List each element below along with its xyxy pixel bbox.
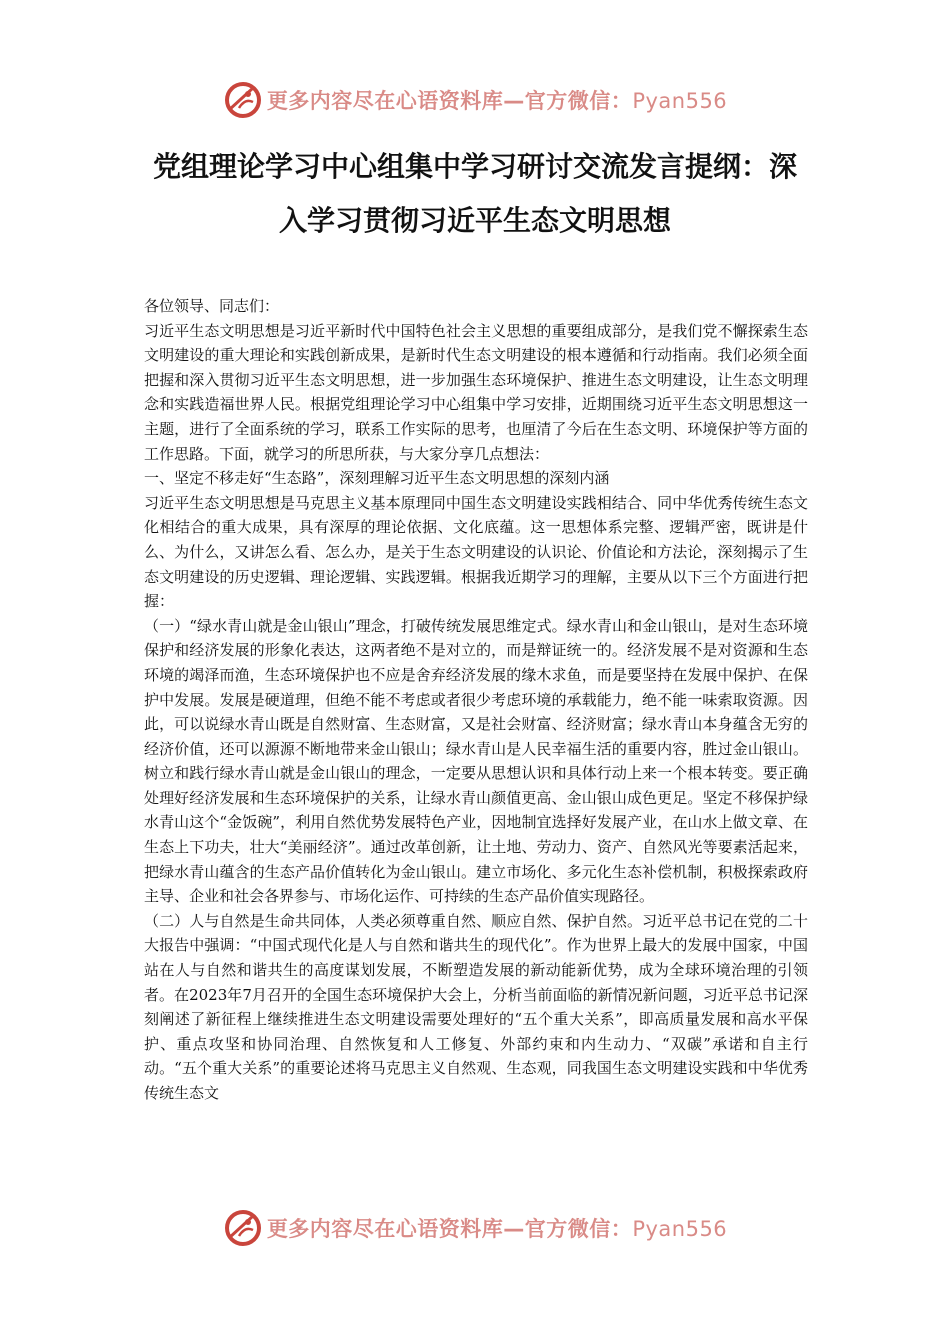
intro-paragraph: 习近平生态文明思想是习近平新时代中国特色社会主义思想的重要组成部分，是我们党不懈探索生态文明建设的重大理论和实践创新成果，是新时代生态文明建设的根本遵循和行动指南。我们必须全面把握和深入贯彻习近平生态文明思想，进一步加强生态环境保护、推进生态文明建设，让生态文明理念和实践造福世界人民。根据党组理论学习中心组集中学习安排，近期围绕习近平生态文明思想这一主题，进行了全面系统的学习，联系工作实际的思考，也厘清了今后在生态文明、环境保护等方面的工作思路。下面，就学习的所思所获，与大家分享几点想法： (144, 321, 808, 463)
watermark-account: Pyan556 (632, 89, 728, 113)
document-body (144, 294, 808, 1106)
salutation: 各位领导、同志们： (144, 297, 280, 315)
section-heading-1: 一、坚定不移走好“生态路”，深刻理解习近平生态文明思想的深刻内涵 (144, 469, 610, 488)
subsection-2-paragraph: （二）人与自然是生命共同体，人类必须尊重自然、顺应自然、保护自然。习近平总书记在党的二十大报告中强调：“中国式现代化是人与自然和谐共生的现代化”。作为世界上最大的发展中国家，中国站在人与自然和谐共生的高度谋划发展，不断塑造发展的新动能新优势，成为全球环境治理的引领者。在2023年7月召开的全国生态环境保护大会上，分析当前面临的新情况新问题，习近平总书记深刻阐述了新征程上继续推进生态文明建设需要处理好的“五个重大关系”，即高质量发展和高水平保护、重点攻坚和协同治理、自然恢复和人工修复、外部约束和内生动力、“双碳”承诺和自主行动。“五个重大关系”的重要论述将马克思主义自然观、生态观，同我国生态文明建设实践和中华优秀传统生态文 (144, 911, 808, 1102)
subsection-1-paragraph: （一）“绿水青山就是金山银山”理念，打破传统发展思维定式。绿水青山和金山银山，是对生态环境保护和经济发展的形象化表达，这两者绝不是对立的，而是辩证统一的。经济发展不是对资源和生态环境的竭泽而渔，生态环境保护也不应是舍弃经济发展的缘木求鱼，而是要坚持在发展中保护、在保护中发展。发展是硬道理，但绝不能不考虑或者很少考虑环境的承载能力，绝不能一味索取资源。因此，可以说绿水青山既是自然财富、生态财富，又是社会财富、经济财富；绿水青山本身蕴含无穷的经济价值，还可以源源不断地带来金山银山；绿水青山是人民幸福生活的重要内容，胜过金山银山。树立和践行绿水青山就是金山银山的理念，一定要从思想认识和具体行动上来一个根本转变。要正确处理好经济发展和生态环境保护的关系，让绿水青山颜值更高、金山银山成色更足。坚定不移保护绿水青山这个“金饭碗”，利用自然优势发展特色产业，因地制宜选择好发展产业，在山水上做文章、在生态上下功夫，壮大“美丽经济”。通过改革创新，让土地、劳动力、资产、自然风光等要素活起来，把绿水青山蕴含的生态产品价值转化为金山银山。建立市场化、多元化生态补偿机制，积极探索政府主导、企业和社会各界参与、市场化运作、可持续的生态产品价值实现路径。 (144, 616, 808, 906)
watermark-text: 更多内容尽在心语资料库—官方微信：Pyan556 (266, 89, 728, 113)
watermark-account: Pyan556 (632, 1217, 728, 1241)
watermark-banner-bottom (0, 1206, 950, 1250)
section-1-paragraph: 习近平生态文明思想是马克思主义基本原理同中国生态文明建设实践相结合、同中华优秀传统生态文化相结合的重大成果，具有深厚的理论依据、文化底蕴。这一思想体系完整、逻辑严密，既讲是什么、为什么，又讲怎么看、怎么办，是关于生态文明建设的认识论、价值论和方法论，深刻揭示了生态文明建设的历史逻辑、理论逻辑、实践逻辑。根据我近期学习的理解，主要从以下三个方面进行把握： (144, 493, 808, 611)
logo-icon (223, 1208, 263, 1248)
logo-icon (223, 80, 263, 120)
watermark-banner-top (0, 78, 950, 122)
watermark-text: 更多内容尽在心语资料库—官方微信：Pyan556 (266, 1217, 728, 1241)
document-title: 党组理论学习中心组集中学习研讨交流发言提纲：深入学习贯彻习近平生态文明思想 (152, 150, 797, 237)
